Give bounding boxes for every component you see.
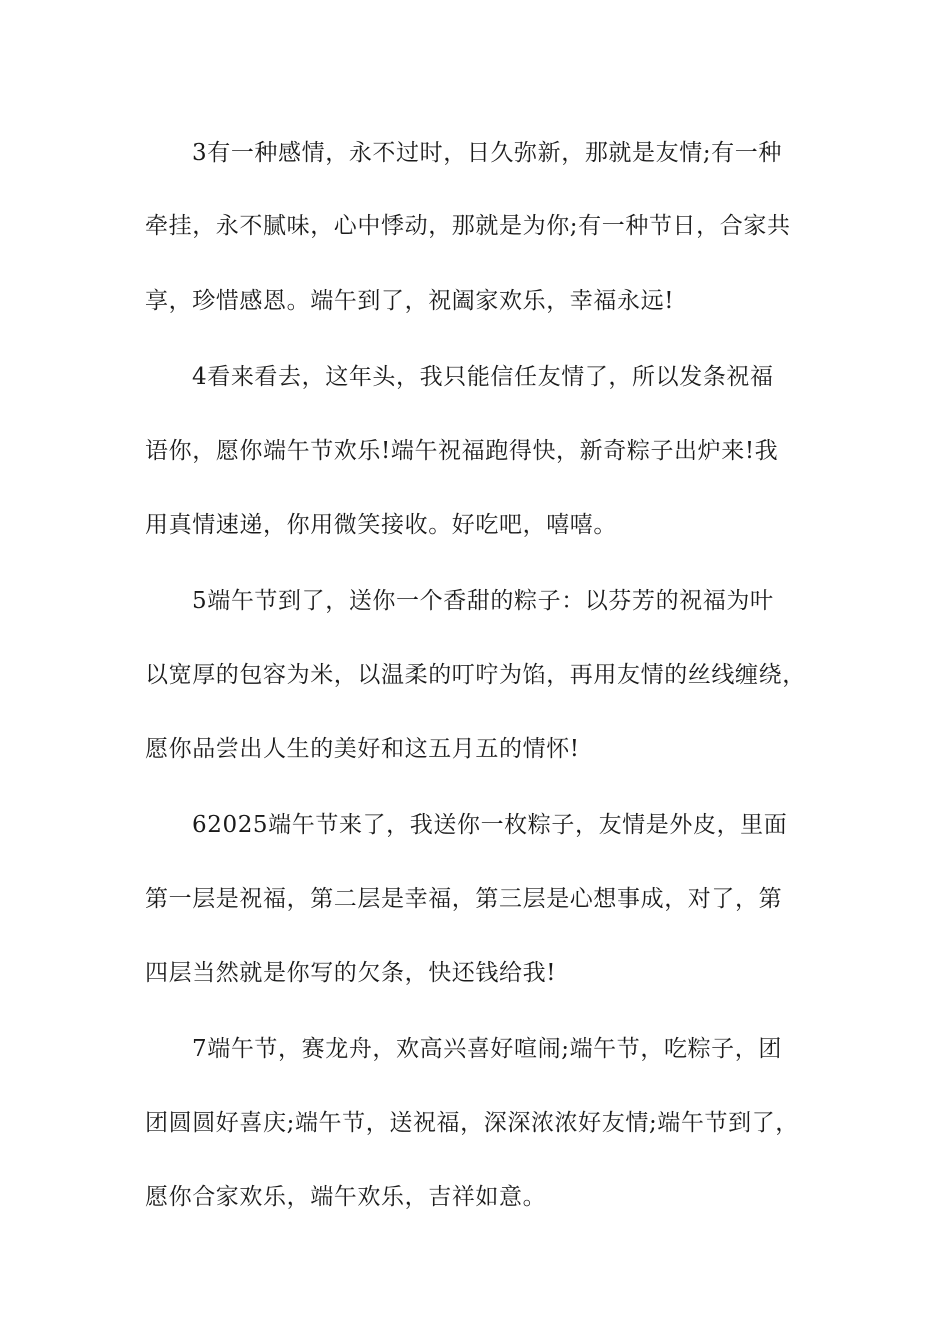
paragraph-5-line-3: 愿你品尝出人生的美好和这五月五的情怀! bbox=[145, 736, 580, 762]
paragraph-7-line-2: 团圆圆好喜庆;端午节，送祝福，深深浓浓好友情;端午节到了， bbox=[145, 1110, 799, 1136]
paragraph-4-line-2: 语你，愿你端午节欢乐!端午祝福跑得快，新奇粽子出炉来!我 bbox=[145, 438, 779, 464]
paragraph-5-line-2: 以宽厚的包容为米，以温柔的叮咛为馅，再用友情的丝线缠绕， bbox=[145, 662, 806, 688]
paragraph-6-line-2: 第一层是祝福，第二层是幸福，第三层是心想事成，对了，第 bbox=[145, 886, 783, 912]
paragraph-5-line-1: 5端午节到了，送你一个香甜的粽子：以芬芳的祝福为叶 bbox=[192, 588, 774, 614]
paragraph-7-line-1: 7端午节，赛龙舟，欢高兴喜好喧闹;端午节，吃粽子，团 bbox=[192, 1036, 782, 1062]
paragraph-4-line-3: 用真情速递，你用微笑接收。好吃吧，嘻嘻。 bbox=[145, 512, 617, 538]
paragraph-6-line-1: 62025端午节来了，我送你一枚粽子，友情是外皮，里面 bbox=[192, 812, 788, 838]
paragraph-4-line-1: 4看来看去，这年头，我只能信任友情了，所以发条祝福 bbox=[192, 364, 774, 390]
paragraph-3-line-1: 3有一种感情，永不过时，日久弥新，那就是友情;有一种 bbox=[192, 140, 782, 166]
paragraph-3-line-3: 享，珍惜感恩。端午到了，祝阖家欢乐，幸福永远! bbox=[145, 288, 675, 314]
paragraph-7-line-3: 愿你合家欢乐，端午欢乐，吉祥如意。 bbox=[145, 1184, 547, 1210]
paragraph-3-line-2: 牵挂，永不腻味，心中悸动，那就是为你;有一种节日，合家共 bbox=[145, 213, 791, 239]
paragraph-6-line-3: 四层当然就是你写的欠条，快还钱给我! bbox=[145, 960, 557, 986]
